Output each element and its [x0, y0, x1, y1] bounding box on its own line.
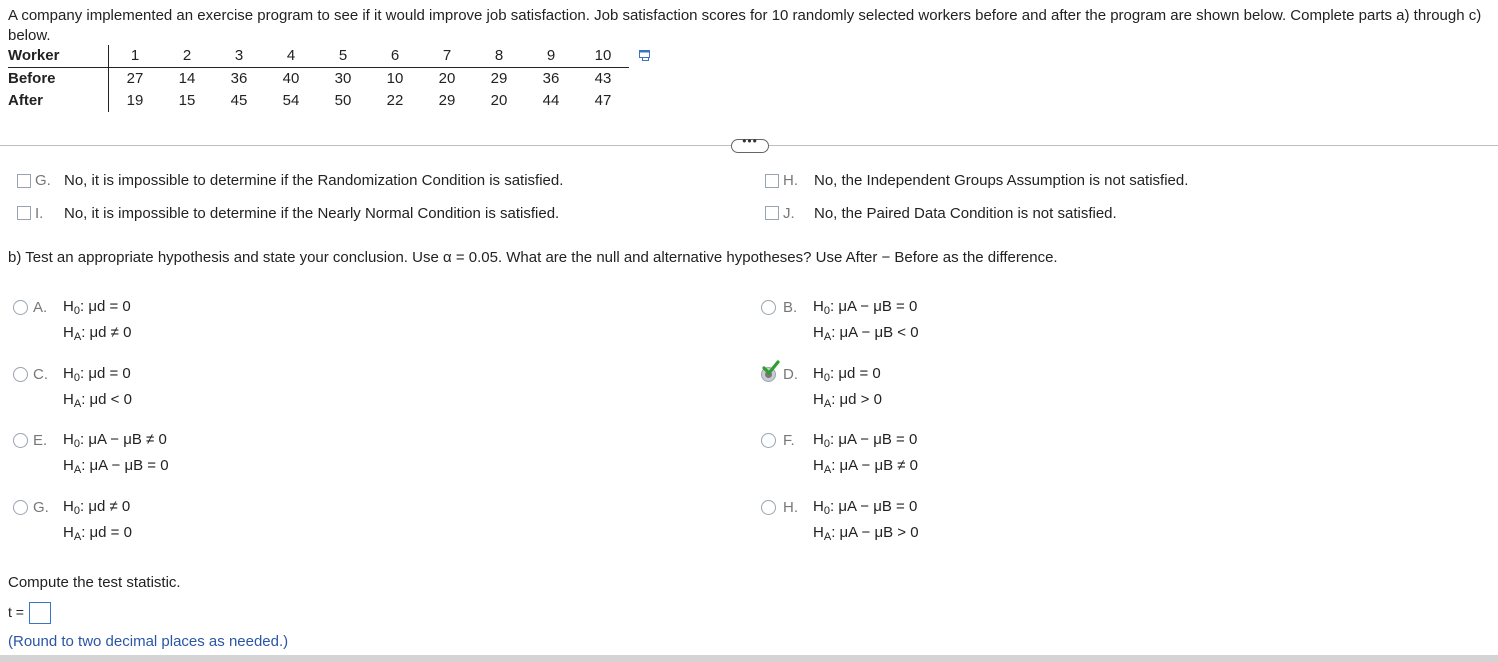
alt-hypothesis: $H_A$: μd ≠ 0	[63, 324, 132, 343]
table-cell: 54	[282, 92, 300, 109]
option-text: No, it is impossible to determine if the Nearly Normal Condition is satisfied.	[64, 205, 560, 222]
radio-option-h[interactable]	[761, 500, 776, 515]
radio-option-f[interactable]	[761, 433, 776, 448]
row-label: After	[8, 90, 109, 112]
option-text: No, the Independent Groups Assumption is not satisfied.	[814, 172, 1189, 189]
alt-hypothesis: $H_A$: μd > 0	[813, 391, 882, 410]
hypothesis-expr: μA − μB = 0	[89, 457, 169, 474]
radio-option-a[interactable]	[13, 300, 28, 315]
hypothesis-expr: μd = 0	[88, 298, 131, 315]
option-letter: J.	[783, 205, 795, 222]
hypothesis-expr: μA − μB ≠ 0	[88, 431, 167, 448]
option-letter: B.	[783, 299, 798, 316]
table-cell: 27	[126, 70, 144, 87]
bottom-scrollbar[interactable]	[0, 655, 1498, 662]
alt-hypothesis: $H_A$: μA − μB < 0	[813, 324, 919, 343]
table-cell: 14	[178, 70, 196, 87]
table-cell: 15	[178, 92, 196, 109]
hypothesis-expr: μA − μB < 0	[839, 324, 919, 341]
null-hypothesis: $H_0$: μA − μB ≠ 0	[63, 431, 167, 450]
expand-more-button[interactable]	[731, 134, 769, 153]
table-cell: 36	[230, 70, 248, 87]
null-hypothesis: $H_0$: μd = 0	[813, 365, 881, 384]
option-letter: C.	[33, 366, 48, 383]
part-b-question: b) Test an appropriate hypothesis and state your conclusion. Use α = 0.05. What are the null and alternative hypotheses? Use After − Before as the difference.	[8, 249, 1058, 266]
table-cell: 10	[386, 70, 404, 87]
table-col-header: 10	[577, 45, 629, 68]
checkbox-option-i[interactable]	[17, 206, 31, 220]
null-hypothesis: $H_0$: μA − μB = 0	[813, 431, 918, 450]
rounding-note: (Round to two decimal places as needed.)	[8, 633, 289, 650]
alt-hypothesis: $H_A$: μd = 0	[63, 524, 132, 543]
option-letter: H.	[783, 172, 798, 189]
option-text: No, it is impossible to determine if the Randomization Condition is satisfied.	[64, 172, 564, 189]
null-hypothesis: $H_0$: μd ≠ 0	[63, 498, 131, 517]
checkbox-option-g[interactable]	[17, 174, 31, 188]
table-col-header: 5	[317, 45, 369, 68]
t-label: t =	[8, 604, 24, 620]
option-letter: I.	[35, 205, 44, 222]
radio-option-b[interactable]	[761, 300, 776, 315]
checkbox-option-h[interactable]	[765, 174, 779, 188]
option-letter: H.	[783, 499, 798, 516]
radio-option-e[interactable]	[13, 433, 28, 448]
hypothesis-expr: μA − μB > 0	[839, 524, 919, 541]
hypothesis-expr: μA − μB = 0	[838, 498, 918, 515]
table-col-header: 4	[265, 45, 317, 68]
table-col-header: 3	[213, 45, 265, 68]
alt-hypothesis: $H_A$: μA − μB > 0	[813, 524, 919, 543]
table-cell: 40	[282, 70, 300, 87]
option-letter: G.	[35, 172, 51, 189]
alt-hypothesis: $H_A$: μA − μB = 0	[63, 457, 169, 476]
radio-option-c[interactable]	[13, 367, 28, 382]
alt-hypothesis: $H_A$: μd < 0	[63, 391, 132, 410]
table-row	[8, 90, 629, 112]
hypothesis-expr: μd = 0	[89, 524, 132, 541]
null-hypothesis: $H_0$: μd = 0	[63, 298, 131, 317]
table-cell: 29	[438, 92, 456, 109]
table-row	[8, 68, 629, 91]
hypothesis-expr: μd = 0	[88, 365, 131, 382]
option-letter: A.	[33, 299, 48, 316]
table-cell: 44	[542, 92, 560, 109]
correct-check-icon	[762, 360, 780, 376]
hypothesis-expr: μd < 0	[89, 391, 132, 408]
null-hypothesis: $H_0$: μA − μB = 0	[813, 498, 918, 517]
table-header-row	[8, 45, 629, 68]
table-col-header: 9	[525, 45, 577, 68]
table-col-header: 2	[161, 45, 213, 68]
table-cell: 43	[594, 70, 612, 87]
option-letter: F.	[783, 432, 795, 449]
table-cell: 20	[438, 70, 456, 87]
t-statistic-input[interactable]	[29, 602, 51, 624]
table-cell: 50	[334, 92, 352, 109]
hypothesis-expr: μd > 0	[839, 391, 882, 408]
table-header-label: Worker	[8, 45, 109, 68]
compute-prompt: Compute the test statistic.	[8, 574, 181, 591]
table-col-header: 8	[473, 45, 525, 68]
null-hypothesis: $H_0$: μA − μB = 0	[813, 298, 918, 317]
copy-data-icon[interactable]	[639, 50, 652, 61]
hypothesis-expr: μd ≠ 0	[88, 498, 131, 515]
null-hypothesis: $H_0$: μd = 0	[63, 365, 131, 384]
table-cell: 30	[334, 70, 352, 87]
table-cell: 47	[594, 92, 612, 109]
table-cell: 19	[126, 92, 144, 109]
hypothesis-expr: μA − μB = 0	[838, 431, 918, 448]
table-cell: 22	[386, 92, 404, 109]
table-col-header: 6	[369, 45, 421, 68]
option-letter: G.	[33, 499, 49, 516]
table-col-header: 7	[421, 45, 473, 68]
table-cell: 20	[490, 92, 508, 109]
row-label: Before	[8, 68, 109, 91]
table-col-header: 1	[109, 45, 162, 68]
hypothesis-expr: μA − μB ≠ 0	[839, 457, 919, 474]
option-text: No, the Paired Data Condition is not satisfied.	[814, 205, 1117, 222]
table-cell: 36	[542, 70, 560, 87]
hypothesis-expr: μd = 0	[838, 365, 881, 382]
alt-hypothesis: $H_A$: μA − μB ≠ 0	[813, 457, 919, 476]
problem-statement: A company implemented an exercise program to see if it would improve job satisfaction. Job satisfaction scores for 10 randomly selected workers before and after the program are shown below. Complete parts a) through c) below.	[8, 7, 1482, 44]
hypothesis-expr: μd ≠ 0	[89, 324, 132, 341]
hypothesis-expr: μA − μB = 0	[838, 298, 918, 315]
radio-option-g[interactable]	[13, 500, 28, 515]
option-letter: E.	[33, 432, 48, 449]
more-dots: •••	[742, 134, 758, 148]
table-cell: 29	[490, 70, 508, 87]
table-cell: 45	[230, 92, 248, 109]
checkbox-option-j[interactable]	[765, 206, 779, 220]
data-table	[8, 45, 629, 112]
option-letter: D.	[783, 366, 798, 383]
